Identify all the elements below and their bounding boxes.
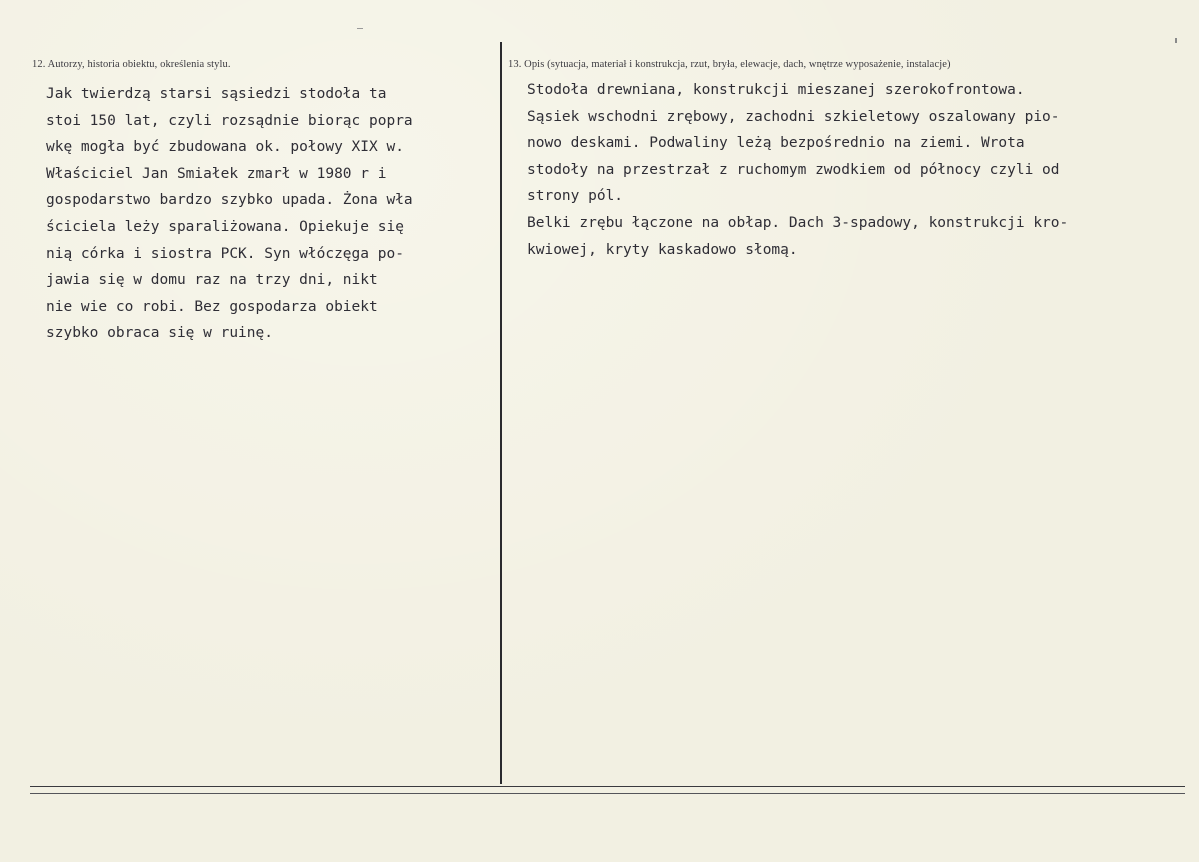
text-line: stoi 150 lat, czyli rozsądnie biorąc popra: [46, 112, 413, 129]
paper-speck: [357, 28, 363, 29]
text-line: wkę mogła być zbudowana ok. połowy XIX w.: [46, 139, 404, 156]
column-divider: [500, 42, 502, 784]
text-line: ściciela leży sparaliżowana. Opiekuje się: [46, 218, 404, 235]
section-12-text: [46, 81, 413, 347]
text-line: nią córka i siostra PCK. Syn włóczęga po-: [46, 245, 404, 262]
text-line: nowo deskami. Podwaliny leżą bezpośrednio na ziemi. Wrota: [527, 135, 1025, 152]
text-line: kwiowej, kryty kaskadowo słomą.: [527, 241, 798, 258]
text-line: Stodoła drewniana, konstrukcji mieszanej szerokofrontowa.: [527, 82, 1025, 98]
text-line: strony pól.: [527, 188, 624, 205]
section-13-heading: 13. Opis (sytuacja, materiał i konstrukcja, rzut, bryła, elewacje, dach, wnętrze wyposażenie, instalacje): [508, 59, 951, 70]
text-line: Sąsiek wschodni zrębowy, zachodni szkieletowy oszalowany pio-: [527, 108, 1060, 125]
bottom-rule: [30, 793, 1185, 794]
text-line: stodoły na przestrzał z ruchomym zwodkiem od północy czyli od: [527, 161, 1060, 178]
section-12-heading: 12. Autorzy, historia obiektu, określenia stylu.: [32, 59, 231, 70]
bottom-rule: [30, 786, 1185, 787]
text-line: Belki zrębu łączone na obłap. Dach 3-spadowy, konstrukcji kro-: [527, 214, 1069, 231]
text-line: nie wie co robi. Bez gospodarza obiekt: [46, 298, 378, 315]
text-line: Właściciel Jan Smiałek zmarł w 1980 r i: [46, 165, 387, 182]
paper-speck: [1175, 38, 1177, 43]
text-line: Jak twierdzą starsi sąsiedzi stodoła ta: [46, 86, 387, 102]
section-13-text: [527, 77, 1068, 263]
text-line: jawia się w domu raz na trzy dni, nikt: [46, 272, 378, 289]
text-line: szybko obraca się w ruinę.: [46, 325, 273, 342]
text-line: gospodarstwo bardzo szybko upada. Żona wła: [46, 192, 413, 209]
